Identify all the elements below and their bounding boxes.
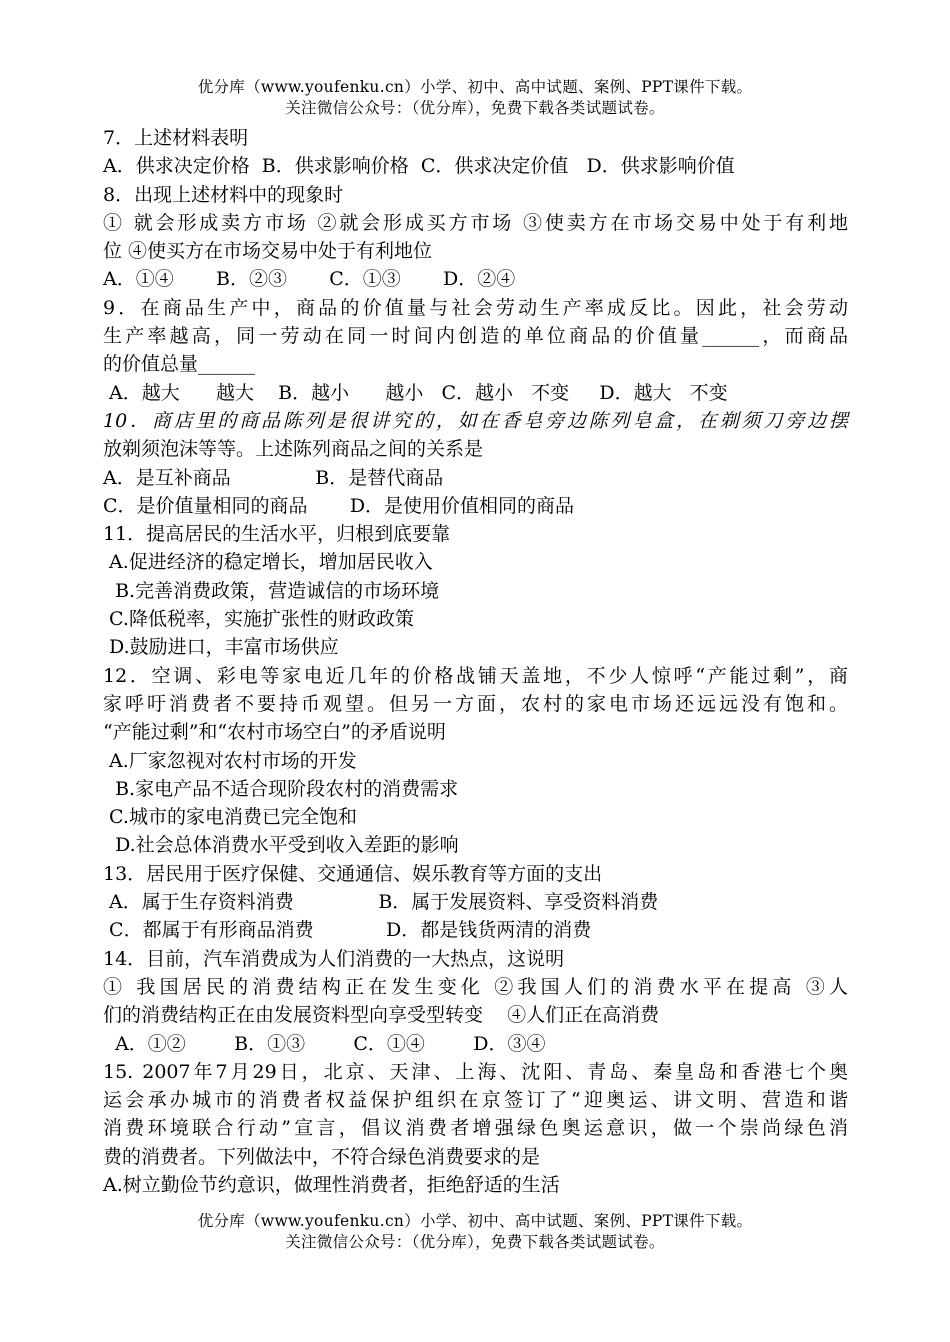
question-9-text-1: 9．在商品生产中，商品的价值量与社会劳动生产率成反比。因此，社会劳动 — [103, 296, 848, 319]
question-15-text-1: 15. 2007年7月29日，北京、天津、上海、沈阳、青岛、秦皇岛和香港七个奥 — [103, 1060, 848, 1083]
question-14: 14．目前，汽车消费成为人们消费的一大热点，这说明 — [103, 947, 565, 970]
header-line-2: 关注微信公众号：（优分库），免费下载各类试题试卷。 — [285, 99, 665, 117]
question-8: 8．出现上述材料中的现象时 — [103, 183, 344, 206]
question-13: 13．居民用于医疗保健、交通通信、娱乐教育等方面的支出 — [103, 862, 603, 885]
document-body — [103, 124, 848, 1199]
header-line-1: 优分库（www.youfenku.cn）小学、初中、高中试题、案例、PPT课件下载。 — [197, 78, 753, 96]
question-10-text-2: 放剃须泡沫等等。上述陈列商品之间的关系是 — [103, 438, 484, 461]
question-11-option-b: B.完善消费政策，营造诚信的市场环境 — [103, 579, 440, 602]
page-footer — [0, 1211, 950, 1253]
question-12-option-c: C.城市的家电消费已完全饱和 — [103, 806, 357, 829]
question-7-options: A．供求决定价格 B．供求影响价格 C．供求决定价值 D．供求影响价值 — [103, 155, 735, 178]
question-13-options-cd: C．都属于有形商品消费 D．都是钱货两清的消费 — [103, 919, 592, 942]
question-10-options-ab: A．是互补商品 B．是替代商品 — [103, 466, 444, 489]
page-header — [0, 77, 950, 119]
question-11-option-a: A.促进经济的稳定增长，增加居民收入 — [103, 551, 433, 574]
question-12-text-1: 12．空调、彩电等家电近几年的价格战铺天盖地，不少人惊呼“产能过剩”，商 — [103, 664, 848, 687]
question-12-option-d: D.社会总体消费水平受到收入差距的影响 — [103, 834, 459, 857]
question-11-option-c: C.降低税率，实施扩张性的财政政策 — [103, 608, 414, 631]
question-10-text-1: 10．商店里的商品陈列是很讲究的，如在香皂旁边陈列皂盒，在剃须刀旁边摆 — [103, 409, 848, 432]
question-9-text-2: 生产率越高，同一劳动在同一时间内创造的单位商品的价值量______，而商品 — [103, 325, 848, 348]
question-14-statements-2: 们的消费结构正在由发展资料型向享受型转变 ④人们正在高消费 — [103, 1004, 660, 1027]
question-12-option-a: A.厂家忽视对农村市场的开发 — [103, 749, 357, 772]
question-13-options-ab: A．属于生存资料消费 B．属于发展资料、享受资料消费 — [103, 891, 659, 914]
question-12-text-3: “产能过剩”和“农村市场空白”的矛盾说明 — [103, 721, 446, 744]
question-15-option-a: A.树立勤俭节约意识，做理性消费者，拒绝舒适的生活 — [103, 1173, 560, 1196]
question-15-text-3: 消费环境联合行动”宣言，倡议消费者增强绿色奥运意识，做一个崇尚绿色消 — [103, 1117, 848, 1140]
question-15-text-4: 费的消费者。下列做法中，不符合绿色消费要求的是 — [103, 1145, 541, 1168]
footer-line-1: 优分库（www.youfenku.cn）小学、初中、高中试题、案例、PPT课件下载。 — [197, 1212, 753, 1230]
footer-line-2: 关注微信公众号：（优分库），免费下载各类试题试卷。 — [285, 1233, 665, 1251]
question-8-statements-1: ① 就会形成卖方市场 ②就会形成买方市场 ③使卖方在市场交易中处于有利地 — [103, 211, 848, 234]
question-8-options: A．①④ B．②③ C．①③ D．②④ — [103, 268, 516, 291]
question-12-option-b: B.家电产品不适合现阶段农村的消费需求 — [103, 777, 459, 800]
question-14-options: A．①② B．①③ C．①④ D．③④ — [103, 1032, 546, 1055]
question-14-statements-1: ① 我国居民的消费结构正在发生变化 ②我国人们的消费水平在提高 ③人 — [103, 975, 848, 998]
question-10-options-cd: C．是价值量相同的商品 D．是使用价值相同的商品 — [103, 494, 575, 517]
question-11: 11．提高居民的生活水平，归根到底要靠 — [103, 523, 451, 546]
question-12-text-2: 家呼吁消费者不要持币观望。但另一方面，农村的家电市场还远远没有饱和。 — [103, 692, 848, 715]
question-9-text-3: 的价值总量______ — [103, 353, 256, 376]
question-15-text-2: 运会承办城市的消费者权益保护组织在京签订了“迎奥运、讲文明、营造和谐 — [103, 1089, 848, 1112]
question-11-option-d: D.鼓励进口，丰富市场供应 — [103, 636, 339, 659]
question-8-statements-2: 位 ④使买方在市场交易中处于有利地位 — [103, 240, 433, 263]
question-7: 7．上述材料表明 — [103, 127, 249, 149]
question-9-options: A．越大 越大 B．越小 越小 C．越小 不变 D．越大 不变 — [103, 381, 728, 404]
